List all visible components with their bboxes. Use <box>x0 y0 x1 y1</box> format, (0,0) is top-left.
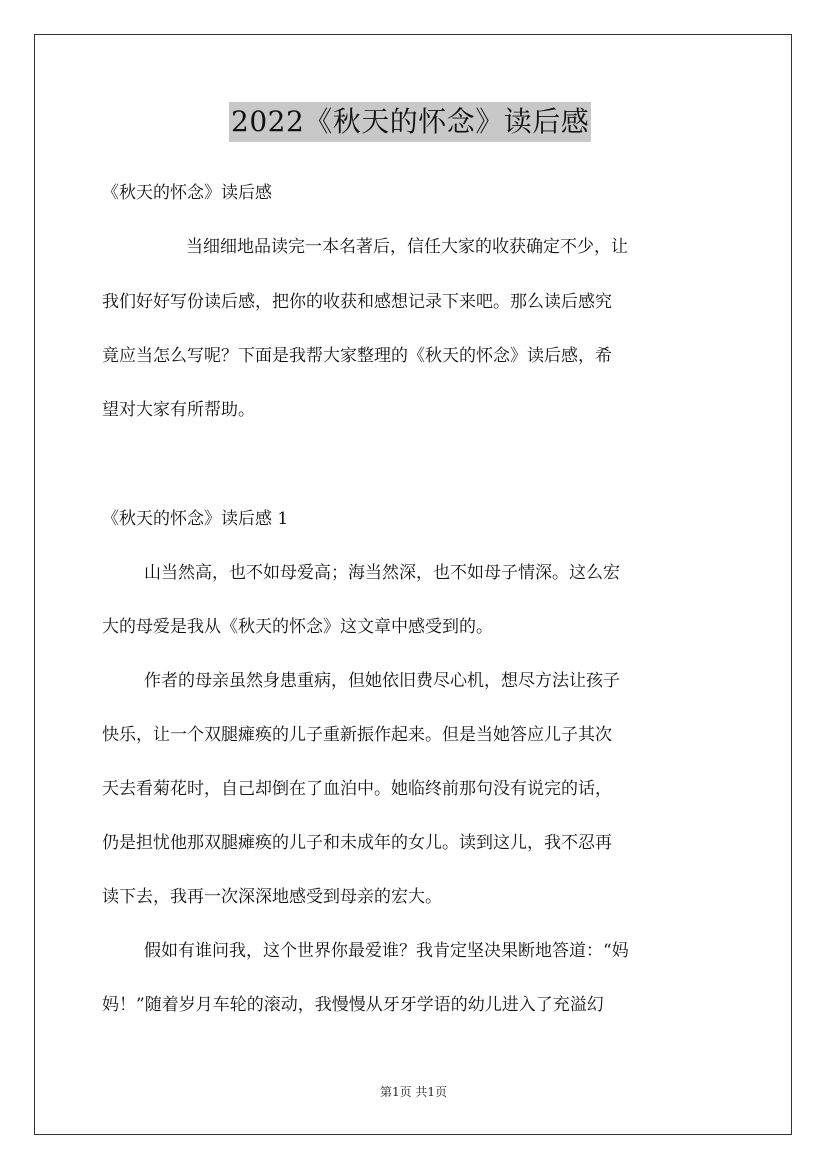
body-line: 快乐，让一个双腿瘫痪的儿子重新振作起来。但是当她答应儿子其次 <box>102 725 612 745</box>
body-line: 山当然高，也不如母爱高；海当然深，也不如母子情深。这么宏 <box>144 563 620 583</box>
body-line: 天去看菊花时，自己却倒在了血泊中。她临终前那句没有说完的话， <box>102 779 612 799</box>
body-line: 妈！”随着岁月车轮的滚动，我慢慢从牙牙学语的幼儿进入了充溢幻 <box>102 995 604 1015</box>
body-line: 假如有谁问我，这个世界你最爱谁？我肯定坚决果断地答道：“妈 <box>144 941 629 961</box>
body-line: 仍是担忧他那双腿瘫痪的儿子和未成年的女儿。读到这儿，我不忍再 <box>102 833 612 853</box>
intro-line: 竟应当怎么写呢？下面是我帮大家整理的《秋天的怀念》读后感，希 <box>102 346 612 366</box>
intro-line: 望对大家有所帮助。 <box>102 400 255 420</box>
body-line: 大的母爱是我从《秋天的怀念》这文章中感受到的。 <box>102 617 493 637</box>
section-heading: 《秋天的怀念》读后感 1 <box>102 509 289 529</box>
intro-line: 我们好好写份读后感，把你的收获和感想记录下来吧。那么读后感究 <box>102 292 612 312</box>
body-line: 读下去，我再一次深深地感受到母亲的宏大。 <box>102 887 442 907</box>
document-title: 2022《秋天的怀念》读后感 <box>229 102 591 142</box>
intro-line: 当细细地品读完一本名著后，信任大家的收获确定不少，让 <box>186 237 628 257</box>
page-footer: 第1页 共1页 <box>379 1085 448 1099</box>
body-line: 作者的母亲虽然身患重病，但她依旧费尽心机，想尽方法让孩子 <box>144 671 620 691</box>
document-subtitle: 《秋天的怀念》读后感 <box>102 183 272 203</box>
